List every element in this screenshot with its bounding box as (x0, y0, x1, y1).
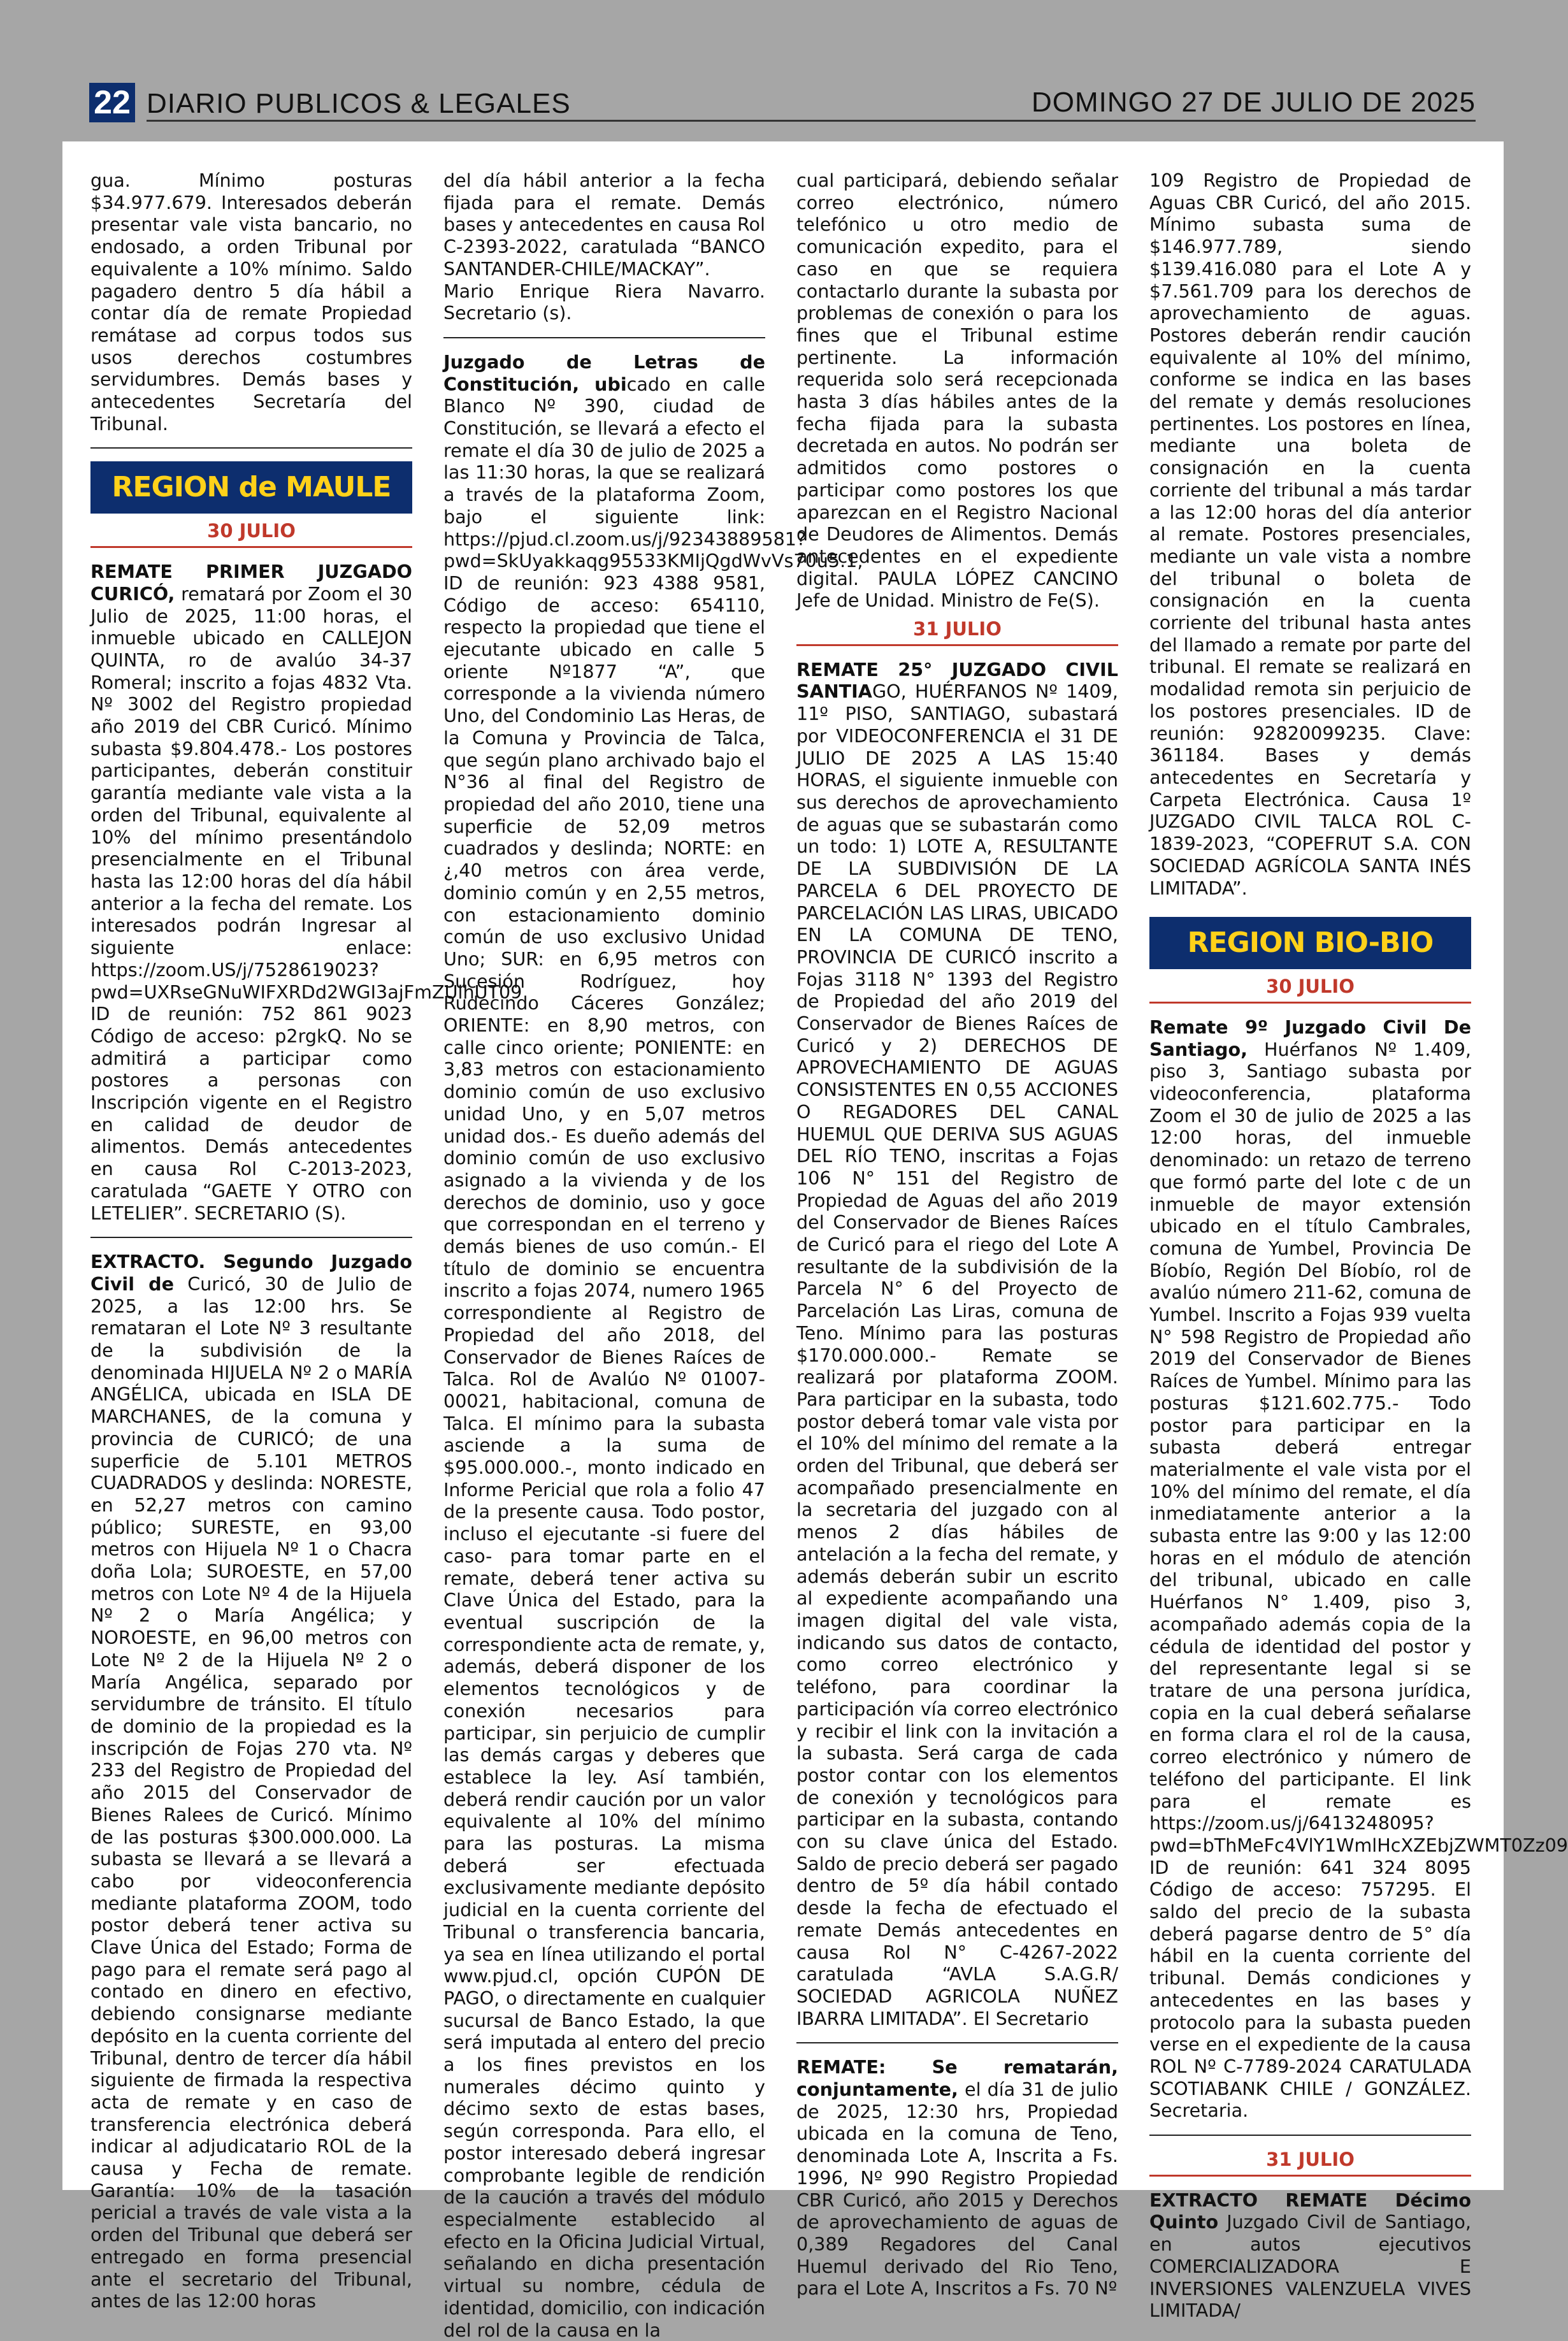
notice-body: Huérfanos Nº 1.409, piso 3, Santiago subasta por videoconferencia, plataforma Zoom el 30 de julio de 2025 a las 12:00 horas, del inmueble denominado: un retazo de terreno que formó parte del lote c de un inmueble de mayor extensión ubicado en el título Cambrales, comuna de Yumbel, Provincia De Bíobío, Región Del Bíobío, rol de avalúo número 211-62, comuna de Yumbel. Inscrito a Fojas 939 vuelta N° 598 Registro de Propiedad año 2019 del Conservador de Bienes Raíces de Yumbel. Mínimo para las posturas $121.602.775.- Todo postor para participar en la subasta deberá entregar materialmente el vale vista por el 10% del mínimo del remate, el día inmediatamente anterior a la subasta entre las 9:00 y las 12:00 horas en el módulo de atención del tribunal, ubicado en calle Huérfanos N° 1.409, piso 3, acompañado además copia de la cédula de identidad del postor y del representante legal si se tratare de una persona jurídica, copia en la cual deberá señalarse en forma clara el rol de la causa, correo electrónico y número de teléfono del participante. El link para el remate es https://zoom.us/j/6413248095?pwd=bThMeFc4VlY1WmlHcXZEbjZWMT0Zz09 ID de reunión: 641 324 8095 Código de acceso: 757295. El saldo del precio de la subasta deberá pagarse dentro de 5° día hábil en la cuenta corriente del tribunal. Demás condiciones y antecedentes en las bases y protocolo para la subasta pueden verse en el expediente de la causa ROL Nº C-7789-2024 CARATULADA SCOTIABANK CHILE / GONZÁLEZ. Secretaria. (1149, 1038, 1568, 2122)
date-underline (1149, 2175, 1471, 2177)
date-heading: 30 JULIO (1266, 976, 1355, 998)
page-header (89, 83, 1476, 121)
notice-heading: EXTRACTO. Segundo Juzgado Civil de (90, 1251, 412, 1295)
notice (796, 2056, 1118, 2300)
page-number: 22 (89, 83, 135, 122)
notice (1149, 1016, 1568, 2122)
divider (90, 447, 412, 449)
divider (796, 2042, 1118, 2043)
region-banner-maule: REGION de MAULE (90, 461, 412, 514)
notice-heading: REMATE 25° JUZGADO CIVIL SANTIA (796, 658, 1118, 703)
date-underline (796, 644, 1118, 646)
date-underline (90, 546, 412, 548)
notice-body: cado en calle Blanco Nº 390, ciudad de Constitución, se llevará a efecto el remate el día 30 de julio de 2025 a las 11:30 horas, la que se realizará a través de la plataforma Zoom, bajo el siguiente link: https://pjud.cl.zoom.us/j/92343889581?pwd=SkUyakkaqg95533KMIjQgdWvVs70u5.1, ID de reunión: 923 4388 9581, Código de acceso: 654110, respecto la propiedad que tiene el ejecutante ubicado en calle 5 oriente Nº1877 “A”, que corresponde a la vivienda número Uno, del Condominio Las Heras, de la Comuna y Provincia de Talca, que según plano archivado bajo el N°36 al final del Registro de propiedad del año 2010, tiene una superficie de 52,09 metros cuadrados y deslinda; NORTE: en ¿,40 metros con área verde, dominio común y en 2,55 metros, con estacionamiento dominio común de uso exclusivo Unidad Uno; SUR: en 6,95 metros con Sucesión Rodríguez, hoy Rudecindo Cáceres González; ORIENTE: en 8,90 metros, con calle cinco oriente; PONIENTE: en 3,83 metros con estacionamiento dominio común de uso exclusivo unidad Uno, y en 5,07 metros unidad dos.- Es dueño además del dominio común de uso exclusivo asignado a la vivienda y de los derechos de dominio, uso y goce que correspondan en el terreno y demás bienes de uso común.- El título de dominio se encuentra inscrito a fojas 2074, numero 1965 correspondiente al Registro de Propiedad del año 2018, del Conservador de Bienes Raíces de Talca. Rol de Avalúo Nº 01007-00021, habitacional, comuna de Talca. El mínimo para la subasta asciende a la suma de $95.000.000.-, monto indicado en Informe Pericial que rola a folio 47 de la presente causa. Todo postor, incluso el ejecutante -si fuere del caso- para tomar parte en el remate, deberá tener activa su Clave Única del Estado, para la eventual suscripción de la correspondiente acta de remate, y, además, deberá disponer de los elementos tecnológicos y de conexión necesarios para participar, sin perjuicio de cumplir las demás cargas y deberes que establece la ley. Así también, deberá rendir caución por un valor equivalente al 10% del mínimo para las posturas. La misma deberá ser efectuada exclusivamente mediante depósito judicial en la cuenta corriente del Tribunal o transferencia bancaria, ya sea en línea utilizando el portal www.pjud.cl, opción CUPÓN DE PAGO, o directamente en cualquier sucursal de Banco Estado, la que será imputada al entero del precio a los fines previstos en los numerales décimo quinto y décimo sexto de estas bases, según corresponda. Para ello, el postor interesado deberá ingresar comprobante legible de rendición de la caución a través del módulo especialmente establecido al efecto en la Oficina Judicial Virtual, señalando en dicha presentación virtual su nombre, cédula de identidad, domicilio, con indicación del rol de la causa en la (443, 373, 863, 2341)
date-underline (1149, 1002, 1471, 1004)
notice-heading: REMATE PRIMER JUZGADO CURICÓ, (90, 561, 412, 605)
region-banner-biobio: REGION BIO-BIO (1149, 917, 1471, 969)
notice-body: rematará por Zoom el 30 Julio de 2025, 11:00 horas, el inmueble ubicado en CALLEJON QUINTA, ro de avalúo 34-37 Romeral; inscrito a fojas 4832 Vta. Nº 3002 del Registro propiedad año 2019 del CBR Curicó. Mínimo subasta $9.804.478.- Los postores participantes, deberán constituir garantía mediante vale vista a la orden del Tribunal, equivalente al 10% del mínimo presentándolo presencialmente en el Tribunal hasta las 12:00 horas del día hábil anterior a la fecha del remate. Los interesados podrán Ingresar al siguiente enlace: https://zoom.US/j/7528619023?pwd=UXRseGNuWIFXRDd2WGI3ajFmZUlhUT09 ID de reunión: 752 861 9023 Código de acceso: p2rgkQ. No se admitirá a participar como postores a personas con Inscripción vigente en el Registro en calidad de deudor de alimentos. Demás antecedentes en causa Rol C-2013-2023, caratulada “GAETE Y OTRO con LETELIER”. SECRETARIO (S). (90, 582, 522, 1224)
notice (90, 1251, 412, 2312)
notice-heading: Juzgado de Letras de Constitución, ubi (443, 350, 765, 395)
notice-body: GO, HUÉRFANOS Nº 1409, 11º PISO, SANTIAGO, subastará por VIDEOCONFERENCIA el 31 DE JULIO DE 2025 A LAS 15:40 HORAS, el siguiente inmueble con sus derechos de aprovechamiento de aguas que se subastarán como un todo: 1) LOTE A, RESULTANTE DE LA SUBDIVISIÓN DE LA PARCELA 6 DEL PROYECTO DE PARCELACIÓN LAS LIRAS, UBICADO EN LA COMUNA DE TENO, PROVINCIA DE CURICÓ inscrito a Fojas 3118 N° 1393 del Registro de Propiedad del año 2019 del Conservador de Bienes Raíces de Curicó y 2) DERECHOS DE APROVECHAMIENTO DE AGUAS CONSISTENTES EN 0,55 ACCIONES O REGADORES DEL CANAL HUEMUL QUE DERIVA SUS AGUAS DEL RÍO TENO, inscritas a Fojas 106 N° 151 del Registro de Propiedad de Aguas del año 2019 del Conservador de Bienes Raíces de Curicó para el riego del Lote A resultante de la subdivisión de la Parcela N° 6 del Proyecto de Parcelación Las Liras, comuna de Teno. Mínimo para las posturas $170.000.000.- Remate se realizará por plataforma ZOOM. Para participar en la subasta, todo postor deberá tomar vale vista por el 10% del mínimo del remate a la orden del Tribunal, que deberá ser acompañado presencialmente en la secretaria del juzgado con al menos 2 días hábiles de antelación a la fecha del remate, y además deberán subir un escrito al expediente acompañando una imagen digital del vale vista, indicando sus datos de contacto, como correo electrónico y teléfono, para coordinar la participación vía correo electrónico y recibir el link con la invitación a la subasta. Será carga de cada postor contar con los elementos de conexión y tecnológicos para participar en la subasta, contando con su clave única del Estado. Saldo de precio deberá ser pagado dentro de 5º día hábil contado desde la fecha de efectuado el remate Demás antecedentes en causa Rol N° C-4267-2022 caratulada “AVLA S.A.G.R/ SOCIEDAD AGRICOLA NUÑEZ IBARRA LIMITADA”. El Secretario (796, 681, 1118, 2029)
publication-name: DIARIO PUBLICOS & LEGALES (147, 88, 571, 119)
column-3 (796, 169, 1118, 2300)
notice-body: Juzgado Civil de Santiago, en autos ejecutivos COMERCIALIZADORA E INVERSIONES VALENZUELA VIVES LIMITADA/ (1149, 2211, 1471, 2322)
notice-continued: cual participará, debiendo señalar correo electrónico, número telefónico u otro medio de comunicación expedito, para el caso en que se requiera contactarlo durante la subasta por problemas de conexión o para los fines que el Tribunal estime pertinente. La información requerida solo será recepcionada hasta 3 días hábiles antes de la fecha fijada para la subasta decretada en autos. No podrán ser admitidos como postores o participar como postores los que aparezcan en el Registro Nacional de Deudores de Alimentos. Demás antecedentes en el expediente digital. PAULA LÓPEZ CANCINO Jefe de Unidad. Ministro de Fe(S). (796, 169, 1118, 612)
divider (90, 1237, 412, 1238)
notice (1149, 2189, 1471, 2322)
header-rule (147, 120, 1476, 122)
notice-heading: EXTRACTO REMATE Décimo Quinto (1149, 2189, 1471, 2233)
divider (443, 337, 765, 338)
column-2 (443, 169, 863, 2341)
notice-continued: del día hábil anterior a la fecha fijada para el remate. Demás bases y antecedentes en causa Rol C-2393-2022, caratulada “BANCO SANTANDER-CHILE/MACKAY”. Mario Enrique Riera Navarro. Secretario (s). (443, 169, 765, 324)
notice-body: el día 31 de julio de 2025, 12:30 hrs, Propiedad ubicada en la comuna de Teno, denominada Lote A, Inscrita a Fs. 1996, Nº 990 Registro Propiedad CBR Curicó, año 2015 y Derechos de aprovechamiento de aguas de 0,389 Regadores del Canal Huemul derivado del Rio Teno, para el Lote A, Inscritos a Fs. 70 Nº (796, 2078, 1118, 2300)
notice-body: Curicó, 30 de Julio de 2025, a las 12:00 hrs. Se remataran el Lote Nº 3 resultante de la subdivisión de la denominada HIJUELA Nº 2 o MARÍA ANGÉLICA, ubicada en ISLA DE MARCHANES, de la comuna y provincia de CURICÓ; de una superficie de 5.101 METROS CUADRADOS y deslinda: NORESTE, en 52,27 metros con camino público; SURESTE, en 93,00 metros con Hijuela Nº 1 o Chacra doña Lola; SUROESTE, en 57,00 metros con Lote Nº 4 de la Hijuela Nº 2 o María Angélica; y NOROESTE, en 96,00 metros con Lote Nº 2 de la Hijuela Nº 2 o María Angélica, separado por servidumbre de tránsito. El título de dominio de la propiedad es la inscripción de Fojas 270 vta. Nº 233 del Registro de Propiedad del año 2015 del Conservador de Bienes Ralees de Curicó. Mínimo de las posturas $300.000.000. La subasta se llevará a se llevará a cabo por videoconferencia mediante plataforma ZOOM, todo postor deberá tener activa su Clave Única del Estado; Forma de pago para el remate será pago al contado en dinero en efectivo, debiendo consignarse mediante depósito en la cuenta corriente del Tribunal, dentro de tercer día hábil siguiente de firmada la respectiva acta de remate y en caso de transferencia electrónica deberá indicar al adjudicatario ROL de la causa y Fecha de remate. Garantía: 10% de la tasación pericial a través de vale vista a la orden del Tribunal que deberá ser entregado en forma presencial ante el secretario del Tribunal, antes de las 12:00 horas (90, 1272, 412, 2312)
divider (1149, 2135, 1471, 2136)
notice-continued: 109 Registro de Propiedad de Aguas CBR Curicó, del año 2015. Mínimo subasta suma de $146.977.789, siendo $139.416.080 para el Lote A y $7.561.709 para los derechos de aprovechamiento de aguas. Postores deberán rendir caución equivalente al 10% del mínimo, conforme se indica en las bases del remate y demás resoluciones pertinentes. Los postores en línea, mediante una boleta de consignación en la cuenta corriente del tribunal a más tardar a las 12:00 horas del día anterior al remate. Postores presenciales, mediante un vale vista a nombre del tribunal o boleta de consignación en la cuenta corriente del tribunal hasta antes del llamado a remate por parte del tribunal. El remate se realizará en modalidad remota sin perjuicio de los postores presenciales. ID de reunión: 92820099235. Clave: 361184. Bases y demás antecedentes en Secretaría y Carpeta Electrónica. Causa 1º JUZGADO CIVIL TALCA ROL C-1839-2023, “COPEFRUT S.A. CON SOCIEDAD AGRÍCOLA SANTA INÉS LIMITADA”. (1149, 169, 1471, 899)
date-heading: 31 JULIO (1266, 2149, 1355, 2171)
notice-heading: REMATE: Se rematarán, conjuntamente, (796, 2056, 1118, 2101)
notice-heading: Remate 9º Juzgado Civil De Santiago, (1149, 1016, 1471, 1060)
column-1 (90, 169, 522, 2312)
notice (796, 659, 1118, 2030)
publication-date: DOMINGO 27 DE JULIO DE 2025 (1032, 87, 1476, 118)
newspaper-page (62, 141, 1568, 2341)
date-heading: 31 JULIO (913, 618, 1002, 640)
column-4 (1149, 169, 1568, 2322)
notice (90, 561, 522, 1224)
notice (443, 350, 863, 2341)
date-heading: 30 JULIO (207, 520, 296, 542)
notice-continued: gua. Mínimo posturas $34.977.679. Interesados deberán presentar vale vista bancario, no endosado, a orden Tribunal por equivalente a 10% mínimo. Saldo pagadero dentro 5 día hábil a contar día de remate Propiedad remátase ad corpus todos sus usos derechos costumbres servidumbres. Demás bases y antecedentes Secretaría del Tribunal. (90, 169, 412, 435)
